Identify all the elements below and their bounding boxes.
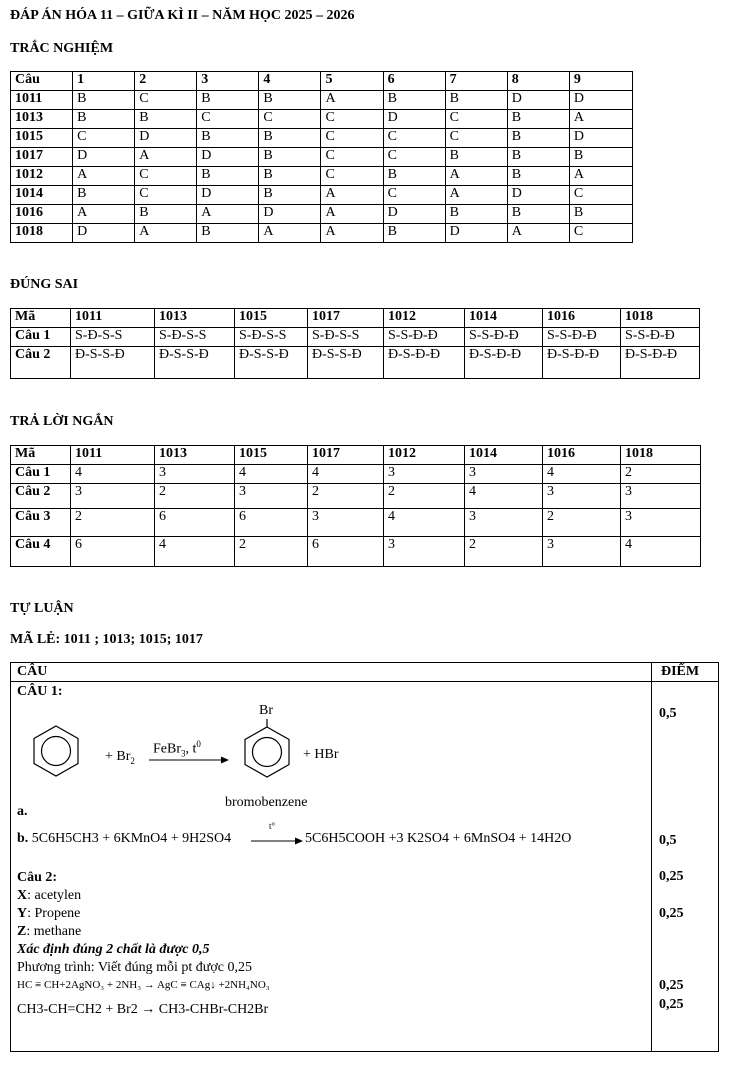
answer-cell: Đ-S-S-Đ <box>235 347 308 379</box>
answer-cell: Đ-S-S-Đ <box>71 347 155 379</box>
answer-cell: 4 <box>308 465 384 484</box>
essay-column-divider <box>651 663 652 1051</box>
answer-cell: B <box>569 148 632 167</box>
answer-cell: Đ-S-Đ-Đ <box>543 347 621 379</box>
answer-cell: D <box>383 205 445 224</box>
row-label-cell: Câu 2 <box>11 347 71 379</box>
answer-cell: D <box>445 224 507 243</box>
answer-cell: 3 <box>543 484 621 509</box>
benzene-ring-icon <box>31 723 81 779</box>
table-header-row <box>11 446 701 465</box>
section-heading-short-answer: TRẢ LỜI NGẮN <box>10 414 114 429</box>
question-2-label: Câu 2: <box>17 870 58 885</box>
answer-cell: D <box>383 110 445 129</box>
header-cell: 1011 <box>71 446 155 465</box>
answer-cell: 6 <box>235 509 308 537</box>
answer-cell: 6 <box>308 537 384 567</box>
section-heading-essay: TỰ LUẬN <box>10 601 74 616</box>
answer-cell: D <box>73 148 135 167</box>
answer-cell: B <box>73 110 135 129</box>
row-label-cell: 1012 <box>11 167 73 186</box>
row-label-cell: 1014 <box>11 186 73 205</box>
answer-cell: B <box>197 91 259 110</box>
reaction-arrow-icon <box>149 755 229 765</box>
header-cell: 1014 <box>465 309 543 328</box>
header-cell: 1011 <box>71 309 155 328</box>
answer-cell: B <box>259 148 321 167</box>
true-false-table <box>10 308 700 379</box>
answer-z: Z: methane <box>17 924 82 939</box>
answer-cell: 3 <box>235 484 308 509</box>
row-label-cell: Câu 4 <box>11 537 71 567</box>
answer-cell: S-S-Đ-Đ <box>543 328 621 347</box>
answer-cell: A <box>569 167 632 186</box>
row-label-cell: 1015 <box>11 129 73 148</box>
header-cell: 1013 <box>155 309 235 328</box>
answer-cell: D <box>507 91 569 110</box>
answer-cell: A <box>73 205 135 224</box>
answer-cell: B <box>445 91 507 110</box>
header-cell: 1014 <box>465 446 543 465</box>
answer-cell: C <box>383 186 445 205</box>
answer-cell: A <box>259 224 321 243</box>
header-cell: 1 <box>73 72 135 91</box>
header-cell: 6 <box>383 72 445 91</box>
answer-cell: D <box>569 129 632 148</box>
answer-cell: A <box>445 186 507 205</box>
answer-cell: A <box>507 224 569 243</box>
table-row <box>11 91 633 110</box>
answer-x: X: acetylen <box>17 888 82 903</box>
table-row <box>11 328 700 347</box>
answer-cell: C <box>569 186 632 205</box>
answer-cell: D <box>135 129 197 148</box>
part-a-label: a. <box>17 804 28 819</box>
row-label-cell: 1011 <box>11 91 73 110</box>
answer-cell: B <box>135 110 197 129</box>
answer-cell: S-Đ-S-S <box>235 328 308 347</box>
answer-cell: C <box>321 129 383 148</box>
answer-cell: C <box>321 167 383 186</box>
answer-cell: S-Đ-S-S <box>71 328 155 347</box>
answer-cell: B <box>507 167 569 186</box>
answer-cell: C <box>321 148 383 167</box>
table-row <box>11 129 633 148</box>
table-row <box>11 205 633 224</box>
header-cell: 4 <box>259 72 321 91</box>
answer-cell: A <box>321 224 383 243</box>
answer-cell: C <box>259 110 321 129</box>
answer-cell: 3 <box>621 484 701 509</box>
essay-col-question: CÂU <box>17 664 48 679</box>
table-row <box>11 465 701 484</box>
answer-cell: Đ-S-Đ-Đ <box>621 347 700 379</box>
answer-cell: 2 <box>71 509 155 537</box>
reaction-b-arrow-icon <box>251 836 303 846</box>
answer-cell: D <box>507 186 569 205</box>
grading-note: Xác định đúng 2 chất là được 0,5 <box>17 942 210 957</box>
catalyst-label: FeBr$_3$, $t^0$ <box>153 739 201 759</box>
row-label-cell: 1018 <box>11 224 73 243</box>
answer-cell: B <box>507 205 569 224</box>
multiple-choice-table <box>10 71 633 243</box>
bromo-substituent-label: Br <box>259 703 273 718</box>
answer-cell: S-S-Đ-Đ <box>384 328 465 347</box>
answer-cell: B <box>135 205 197 224</box>
essay-col-score: ĐIỂM <box>661 664 700 679</box>
answer-cell: B <box>197 167 259 186</box>
answer-cell: B <box>73 91 135 110</box>
answer-cell: 3 <box>308 509 384 537</box>
reaction-b-left: b. 5C6H5CH3 + 6KMnO4 + 9H2SO4 <box>17 831 232 846</box>
answer-cell: C <box>135 91 197 110</box>
header-cell: 9 <box>569 72 632 91</box>
answer-cell: B <box>259 186 321 205</box>
answer-cell: A <box>73 167 135 186</box>
answer-cell: D <box>73 224 135 243</box>
answer-cell: 4 <box>621 537 701 567</box>
header-cell: 1012 <box>384 309 465 328</box>
header-cell: Mã <box>11 446 71 465</box>
answer-cell: 3 <box>465 465 543 484</box>
answer-cell: Đ-S-Đ-Đ <box>465 347 543 379</box>
answer-cell: B <box>569 205 632 224</box>
equation-2: CH3-CH=CH2 + Br2 → CH3-CHBr-CH2Br <box>17 1002 269 1017</box>
short-answer-table <box>10 445 701 567</box>
answer-cell: 2 <box>465 537 543 567</box>
table-row <box>11 167 633 186</box>
score-q2-second: 0,25 <box>659 906 684 921</box>
essay-answer-table <box>10 662 719 1052</box>
bromobenzene-ring-icon <box>239 719 295 783</box>
header-cell: 7 <box>445 72 507 91</box>
answer-cell: 2 <box>543 509 621 537</box>
reaction-b-right: 5C6H5COOH +3 K2SO4 + 6MnSO4 + 14H2O <box>305 831 572 846</box>
answer-cell: 3 <box>543 537 621 567</box>
answer-cell: 3 <box>384 537 465 567</box>
table-row <box>11 509 701 537</box>
answer-cell: D <box>569 91 632 110</box>
row-label-cell: 1013 <box>11 110 73 129</box>
row-label-cell: 1017 <box>11 148 73 167</box>
table-row <box>11 347 700 379</box>
answer-cell: B <box>445 148 507 167</box>
score-q2-first: 0,25 <box>659 869 684 884</box>
table-row <box>11 484 701 509</box>
header-cell: 1015 <box>235 309 308 328</box>
answer-cell: A <box>569 110 632 129</box>
header-cell: 2 <box>135 72 197 91</box>
answer-cell: A <box>197 205 259 224</box>
answer-cell: 2 <box>621 465 701 484</box>
table-header-row <box>11 72 633 91</box>
answer-cell: B <box>507 148 569 167</box>
answer-cell: Đ-S-S-Đ <box>308 347 384 379</box>
header-cell: 1012 <box>384 446 465 465</box>
answer-cell: A <box>321 186 383 205</box>
answer-cell: C <box>383 148 445 167</box>
page-title: ĐÁP ÁN HÓA 11 – GIỮA KÌ II – NĂM HỌC 2025 – 2026 <box>10 8 355 23</box>
answer-cell: A <box>445 167 507 186</box>
answer-cell: B <box>73 186 135 205</box>
answer-cell: S-S-Đ-Đ <box>465 328 543 347</box>
answer-cell: D <box>259 205 321 224</box>
header-cell: 1016 <box>543 446 621 465</box>
question-1-label: CÂU 1: <box>17 684 63 699</box>
table-header-row <box>11 309 700 328</box>
answer-cell: 2 <box>155 484 235 509</box>
section-heading-multiple-choice: TRẮC NGHIỆM <box>10 41 114 56</box>
row-label-cell: Câu 2 <box>11 484 71 509</box>
answer-cell: C <box>445 110 507 129</box>
header-cell: 1018 <box>621 309 700 328</box>
answer-cell: 3 <box>384 465 465 484</box>
answer-cell: B <box>383 224 445 243</box>
answer-cell: 3 <box>71 484 155 509</box>
header-cell: 8 <box>507 72 569 91</box>
answer-cell: B <box>259 91 321 110</box>
answer-cell: B <box>383 167 445 186</box>
table-row <box>11 110 633 129</box>
answer-cell: D <box>197 148 259 167</box>
answer-cell: 2 <box>308 484 384 509</box>
answer-cell: 2 <box>384 484 465 509</box>
table-row <box>11 148 633 167</box>
score-equation-1: 0,25 <box>659 978 684 993</box>
answer-cell: B <box>259 167 321 186</box>
essay-header-divider <box>11 681 718 682</box>
answer-cell: S-Đ-S-S <box>308 328 384 347</box>
answer-cell: A <box>321 205 383 224</box>
answer-cell: C <box>135 167 197 186</box>
product-hbr: + HBr <box>303 747 339 762</box>
row-label-cell: Câu 3 <box>11 509 71 537</box>
score-part-a: 0,5 <box>659 706 677 721</box>
answer-cell: 4 <box>71 465 155 484</box>
header-cell: 1017 <box>308 309 384 328</box>
section-heading-true-false: ĐÚNG SAI <box>10 277 79 292</box>
answer-cell: 3 <box>155 465 235 484</box>
equation-note: Phương trình: Viết đúng mỗi pt được 0,25 <box>17 960 252 975</box>
equation-1: HC ≡ CH+2AgNO₃ + 2NH₃ → AgC ≡ CAg↓ +2NH₄NO₃ <box>17 979 270 991</box>
answer-cell: A <box>135 148 197 167</box>
answer-cell: C <box>445 129 507 148</box>
answer-cell: C <box>135 186 197 205</box>
answer-cell: S-S-Đ-Đ <box>621 328 700 347</box>
answer-cell: 4 <box>155 537 235 567</box>
answer-cell: C <box>321 110 383 129</box>
answer-cell: B <box>197 129 259 148</box>
answer-cell: C <box>569 224 632 243</box>
answer-cell: A <box>321 91 383 110</box>
header-cell: Mã <box>11 309 71 328</box>
answer-cell: C <box>197 110 259 129</box>
essay-code-line: MÃ LẺ: 1011 ; 1013; 1015; 1017 <box>10 632 203 647</box>
answer-cell: 3 <box>465 509 543 537</box>
header-cell: 5 <box>321 72 383 91</box>
header-cell: 1018 <box>621 446 701 465</box>
answer-y: Y: Propene <box>17 906 81 921</box>
answer-cell: Đ-S-S-Đ <box>155 347 235 379</box>
header-cell: 1013 <box>155 446 235 465</box>
header-cell: Câu <box>11 72 73 91</box>
answer-cell: 6 <box>71 537 155 567</box>
row-label-cell: 1016 <box>11 205 73 224</box>
answer-cell: 2 <box>235 537 308 567</box>
answer-cell: B <box>197 224 259 243</box>
answer-cell: B <box>507 110 569 129</box>
answer-cell: B <box>383 91 445 110</box>
answer-cell: 4 <box>235 465 308 484</box>
score-equation-2: 0,25 <box>659 997 684 1012</box>
answer-cell: S-Đ-S-S <box>155 328 235 347</box>
reactant-br2: + $Br_2$ <box>105 749 135 766</box>
reaction-b-condition: t° <box>269 821 276 831</box>
row-label-cell: Câu 1 <box>11 328 71 347</box>
header-cell: 1015 <box>235 446 308 465</box>
header-cell: 1017 <box>308 446 384 465</box>
answer-cell: C <box>383 129 445 148</box>
answer-cell: 6 <box>155 509 235 537</box>
header-cell: 1016 <box>543 309 621 328</box>
answer-cell: D <box>197 186 259 205</box>
answer-cell: B <box>507 129 569 148</box>
table-row <box>11 224 633 243</box>
header-cell: 3 <box>197 72 259 91</box>
table-row <box>11 537 701 567</box>
product-name-bromobenzene: bromobenzene <box>225 795 308 810</box>
row-label-cell: Câu 1 <box>11 465 71 484</box>
answer-cell: C <box>73 129 135 148</box>
answer-cell: Đ-S-Đ-Đ <box>384 347 465 379</box>
answer-cell: 4 <box>465 484 543 509</box>
answer-cell: B <box>259 129 321 148</box>
table-row <box>11 186 633 205</box>
answer-cell: B <box>445 205 507 224</box>
answer-cell: 4 <box>543 465 621 484</box>
answer-cell: 3 <box>621 509 701 537</box>
answer-cell: A <box>135 224 197 243</box>
answer-cell: 4 <box>384 509 465 537</box>
score-part-b: 0,5 <box>659 833 677 848</box>
